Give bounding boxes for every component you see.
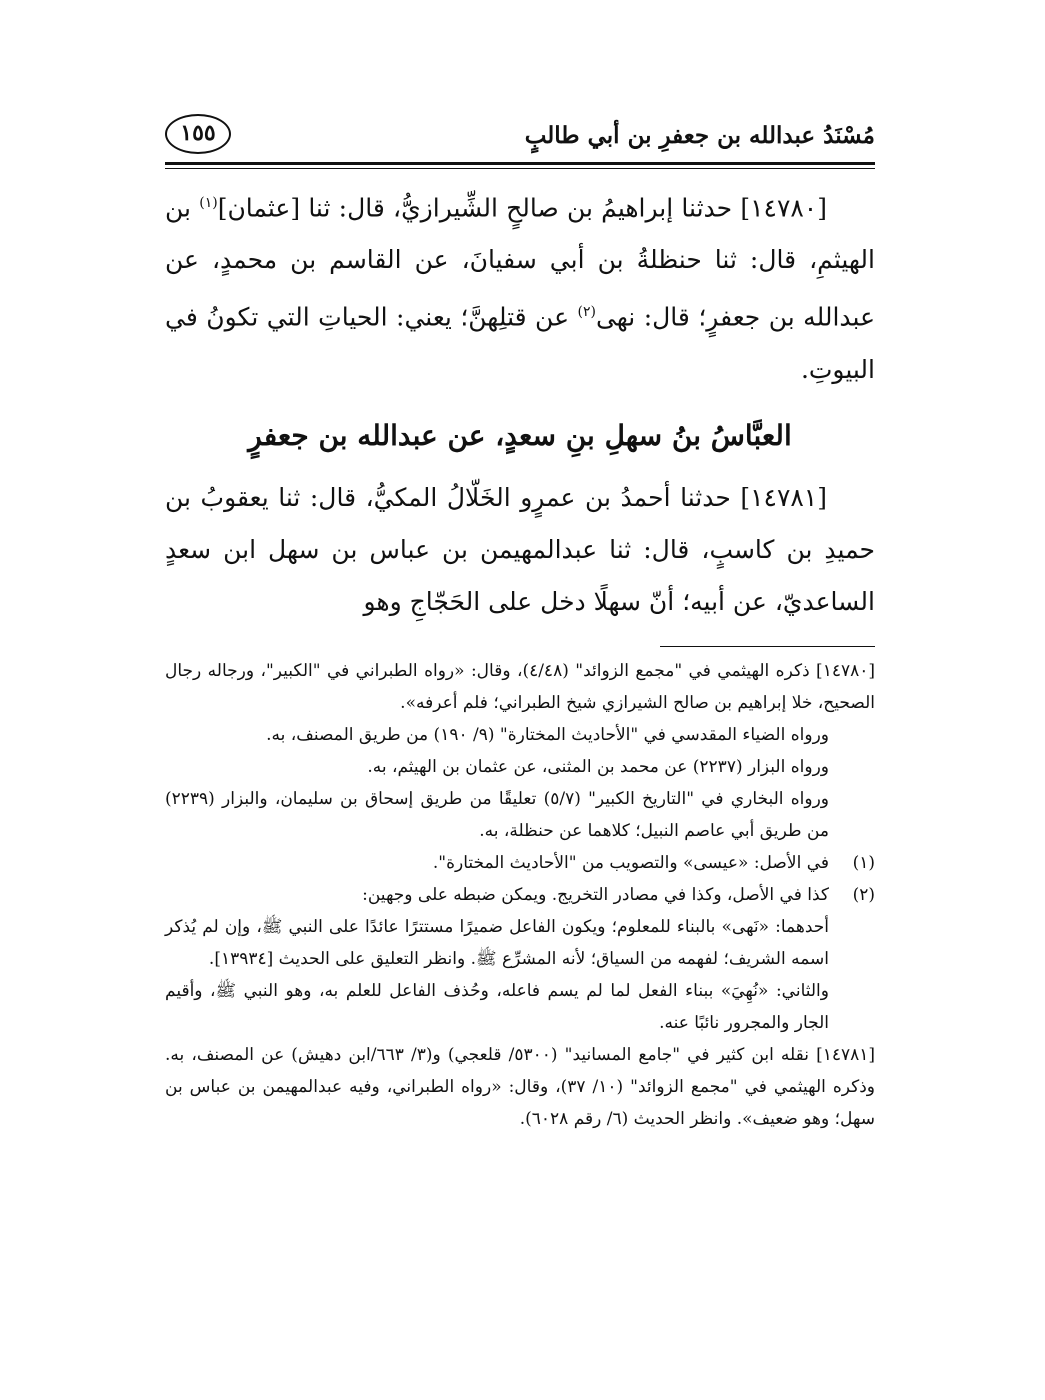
hadith-14780-part1: [١٤٧٨٠] حدثنا إبراهيمُ بن صالحٍ الشِّيرازيُّ، قال: ثنا [عثمان] bbox=[217, 193, 827, 223]
footnote-14781-takhrij: [١٤٧٨١] نقله ابن كثير في "جامع المسانيد" (٥٣٠٠/ قلعجي) و(٣/ ٦٦٣/ابن دهيش) عن المصنف، به. وذكره الهيثمي في "مجمع الزوائد" (١٠/ ٣٧)، وقال: «رواه الطبراني، وفيه عبدالمهيمن بن عباس بن سهل؛ وهو ضعيف». وانظر الحديث (٦/ رقم ٦٠٢٨). bbox=[165, 1044, 876, 1129]
footnote-2-first-reading: أحدهما: «نَهى» بالبناء للمعلوم؛ ويكون الفاعل ضميرًا مستترًا عائدًا على النبي ﷺ، وإن لم يُذكر اسمه الشريف؛ لفهمه من السياق؛ لأنه المشرِّع ﷺ. وانظر التعليق على الحديث [١٣٩٣٤]. bbox=[165, 916, 829, 969]
hadith-14780-part2: بن الهيثمِ، قال: ثنا حنظلةُ بن أبي سفيانَ، عن القاسم بن محمدٍ، عن عبدالله بن جعفرٍ؛ قال: نهى bbox=[165, 193, 875, 332]
footnote-14780-diya: ورواه الضياء المقدسي في "الأحاديث المختارة" (٩/ ١٩٠) من طريق المصنف، به. bbox=[266, 724, 829, 745]
section-heading: العبَّاسُ بنُ سهلِ بنِ سعدٍ، عن عبدالله بن جعفرٍ bbox=[248, 418, 792, 452]
footnote-1-number: (١) bbox=[852, 852, 875, 873]
footnote-2 bbox=[165, 879, 875, 911]
footnote-separator bbox=[660, 646, 875, 647]
header-rule-thin bbox=[165, 168, 875, 169]
footnote-2-second-reading: والثاني: «نُهِيَ» ببناء الفعل لما لم يسم فاعله، وحُذف الفاعل للعلم به، وهو النبي ﷺ، وأقيم الجار والمجرور نائبًا عنه. bbox=[165, 980, 829, 1033]
footnote-ref-1: (١) bbox=[199, 195, 218, 211]
main-text bbox=[165, 177, 875, 628]
footnote-2-number: (٢) bbox=[852, 884, 875, 905]
header-rule-thick bbox=[165, 162, 875, 165]
footnote-2-text: كذا في الأصل، وكذا في مصادر التخريج. ويمكن ضبطه على وجهين: bbox=[362, 884, 829, 905]
hadith-14780 bbox=[165, 177, 875, 396]
hadith-14780-part3: عن قتلِهنَّ؛ يعني: الحياتِ التي تكونُ في البيوتِ. bbox=[165, 302, 875, 384]
footnote-1 bbox=[165, 847, 875, 879]
book-page bbox=[165, 100, 875, 1135]
footnote-ref-2: (٢) bbox=[577, 304, 596, 321]
footnote-14780-takhrij: [١٤٧٨٠] ذكره الهيثمي في "مجمع الزوائد" (٤/٤٨)، وقال: «رواه الطبراني في "الكبير"، ورجاله رجال الصحيح، خلا إبراهيم بن صالح الشيرازي شيخ الطبراني؛ فلم أعرفه». bbox=[165, 660, 875, 713]
footnote-14780-bazzar: ورواه البزار (٢٢٣٧) عن محمد بن المثنى، عن عثمان بن الهيثم، به. bbox=[367, 756, 829, 777]
running-title: مُسْنَدُ عبدالله بن جعفرِ بن أبي طالبٍ bbox=[524, 122, 875, 149]
page-header bbox=[165, 100, 875, 162]
page-number-badge: ١٥٥ bbox=[165, 114, 231, 154]
hadith-14781: [١٤٧٨١] حدثنا أحمدُ بن عمرٍو الخَلّالُ المكيُّ، قال: ثنا يعقوبُ بن حميدِ بن كاسبٍ، قال: ثنا عبدالمهيمن بن عباس بن سهل ابن سعدٍ الساعديّ، عن أبيه؛ أنّ سهلًا دخل على الحَجّاجِ وهو bbox=[165, 482, 875, 616]
footnote-1-text: في الأصل: «عيسى» والتصويب من "الأحاديث المختارة". bbox=[432, 852, 829, 873]
footnotes bbox=[165, 655, 875, 1135]
footnote-14780-bukhari: ورواه البخاري في "التاريخ الكبير" (٥/٧) تعليقًا من طريق إسحاق بن سليمان، والبزار (٢٢٣٩) من طريق أبي عاصم النبيل؛ كلاهما عن حنظلة، به. bbox=[165, 788, 829, 841]
